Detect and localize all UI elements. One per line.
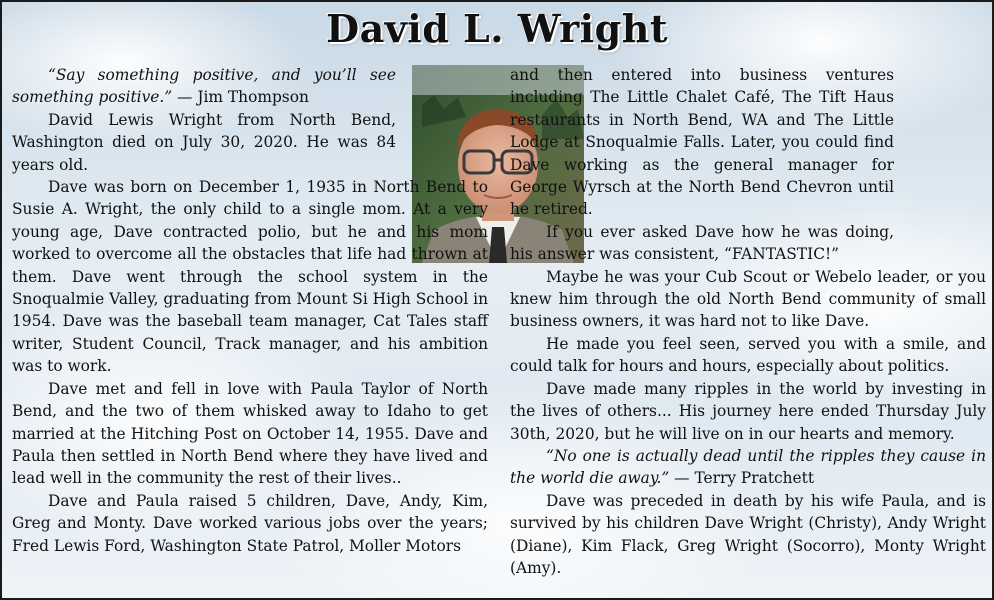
obituary-title: David L. Wright: [326, 6, 668, 51]
paragraph: and then entered into business ventures including The Little Chalet Café, The Tift Haus restaurants in North Bend, WA and The Little Lodge at Snoqualmie Falls. Later, you could find Dave working as the general manager for George Wyrsch at the North Bend Chevron until he retired.: [510, 66, 894, 219]
paragraph: Dave and Paula raised 5 children, Dave, Andy, Kim, Greg and Monty. Dave worked various jobs over the years; Fred Lewis Ford, Washington State Patrol, Moller Motors: [12, 491, 488, 555]
paragraph: Dave was preceded in death by his wife Paula, and is survived by his children Dave Wright (Christy), Andy Wright (Diane), Kim Flack, Greg Wright (Socorro), Monty Wright (Amy).: [510, 491, 986, 577]
opening-quote: “Say something positive, and you’ll see something positive.” — Jim Thompson: [12, 66, 396, 107]
paragraph: Maybe he was your Cub Scout or Webelo leader, or you knew him through the old North Bend community of small business owners, it was hard not to like Dave.: [510, 267, 986, 331]
paragraph: Dave made many ripples in the world by investing in the lives of others... His journey here ended Thursday July 30th, 2020, but he will live on in our hearts and memory.: [510, 379, 986, 443]
paragraph: Dave was born on December 1, 1935 in North Bend to Susie A. Wright, the only child to a single mom. At a very young age, Dave contracted polio, but he and his mom worked to overcome all the obstacles that life had thrown at them. Dave went through the school system in the Snoqualmie Valley, graduating from Mount Si High School in 1954. Dave was the baseball team manager, Cat Tales staff writer, Student Council, Track manager, and his ambition was to work.: [12, 178, 488, 376]
paragraph: If you ever asked Dave how he was doing, his answer was consistent, “FANTASTIC!”: [510, 222, 894, 264]
right-column: [510, 64, 986, 579]
left-column: [12, 64, 488, 557]
paragraph: David Lewis Wright from North Bend, Washington died on July 30, 2020. He was 84 years old.: [12, 110, 396, 174]
closing-quote: “No one is actually dead until the ripples they cause in the world die away.” — Terry Pratchett: [510, 446, 986, 488]
paragraph: He made you feel seen, served you with a smile, and could talk for hours and hours, especially about politics.: [510, 334, 986, 376]
paragraph: Dave met and fell in love with Paula Taylor of North Bend, and the two of them whisked away to Idaho to get married at the Hitching Post on October 14, 1955. Dave and Paula then settled in North Bend where they have lived and lead well in the community the rest of their lives..: [12, 379, 488, 488]
